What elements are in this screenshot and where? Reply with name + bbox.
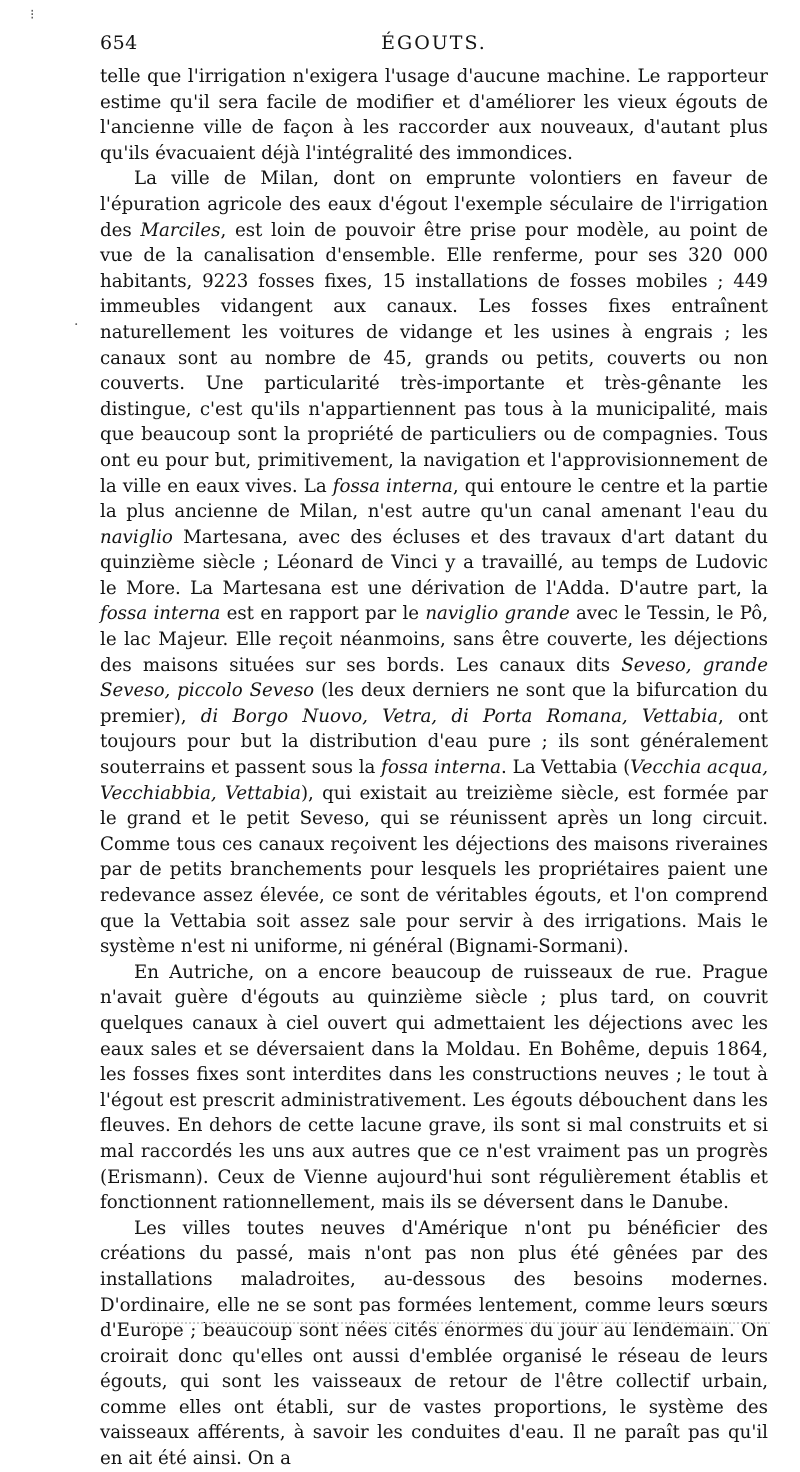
text-segment: , qui entoure le centre et la partie la plus ancienne de Milan, n'est autre qu'un canal amenant l'eau du bbox=[100, 475, 769, 523]
page-number: 654 bbox=[100, 32, 138, 54]
italic-text: naviglio bbox=[100, 526, 173, 548]
italic-text: fossa interna bbox=[100, 603, 221, 625]
text-segment: Martesana, avec des écluses et des travaux d'art datant du quinzième siècle ; Léonard de Vinci y a travaillé, au temps de Ludovic le More. La Martesana est une dérivation de l'Adda. D'autre part, la bbox=[100, 526, 768, 599]
text-segment: ), qui existait au treizième siècle, est formée par le grand et le petit Seveso, qui se réunissent après un long circuit. Comme tous ces canaux reçoivent les déjections des maisons riveraines par de petits branchements pour lesquels les propriétaires paient une redevance assez élevée, ce sont de véritables égouts, et l'on comprend que la Vettabia soit assez sale pour servir à des irrigations. Mais le système n'est ni uniforme, ni général (Bignami-Sormani). bbox=[100, 782, 768, 958]
paragraph bbox=[100, 64, 768, 166]
text-segment: . La Vettabia ( bbox=[501, 757, 631, 779]
italic-text: naviglio grande bbox=[425, 603, 570, 625]
italic-text: fossa interna bbox=[332, 475, 453, 497]
running-header bbox=[100, 28, 768, 58]
text-segment: En Autriche, on a encore beaucoup de ruisseaux de rue. Prague n'avait guère d'égouts au quinzième siècle ; plus tard, on couvrit quelques canaux à ciel ouvert qui admettaient les déjections avec les eaux sales et se déversaient dans la Moldau. En Bohême, depuis 1864, les fosses fixes sont interdites dans les constructions neuves ; le tout à l'égout est prescrit administrativement. Les égouts débouchent dans les fleuves. En dehors de cette lacune grave, ils sont si mal construits et si mal raccordés les uns aux autres que ce n'est vraiment pas un progrès (Erismann). Ceux de Vienne aujourd'hui sont régulièrement établis et fonctionnent rationnellement, mais ils se déversent dans le Danube. bbox=[100, 961, 768, 1214]
margin-speck-mark: · bbox=[74, 317, 79, 333]
paragraph bbox=[100, 960, 768, 1216]
footer-speck-line bbox=[150, 1322, 770, 1330]
text-segment: est en rapport par le bbox=[220, 603, 426, 625]
text-segment: Les villes toutes neuves d'Amérique n'ont pu bénéficier des créations du passé, mais n'ont pas non plus été gênées par des installations maladroites, au-dessous des besoins modernes. D'ordinaire, elle ne se sont pas formées lentement, comme leurs sœurs d'Europe ; beaucoup sont nées cités énormes du jour au lendemain. On croirait donc qu'elles ont aussi d'emblée organisé le réseau de leurs égouts, qui sont les vaisseaux de retour de l'être collectif urbain, comme elles ont établi, sur de vastes proportions, le système des vaisseaux afférents, à savoir les conduites d'eau. Il ne paraît pas qu'il en ait été ainsi. On a bbox=[100, 1217, 768, 1470]
text-segment: telle que l'irrigation n'exigera l'usage d'aucune machine. Le rapporteur estime qu'il sera facile de modifier et d'améliorer les vieux égouts de l'ancienne ville de façon à les raccorder aux nouveaux, d'autant plus qu'ils évacuaient déjà l'intégralité des immondices. bbox=[100, 66, 768, 164]
text-segment: (les deux derniers ne sont que la bifurcation du premier), bbox=[100, 680, 768, 727]
italic-text: Marciles bbox=[140, 219, 221, 241]
margin-speck-mark: ⁝ bbox=[30, 7, 35, 23]
italic-text: fossa interna bbox=[381, 757, 502, 779]
text-segment: La ville de Milan, dont on emprunte volontiers en faveur de l'épuration agricole des eaux d'égout l'exemple séculaire de l'irrigation des bbox=[100, 168, 768, 241]
text-segment: , ont toujours pour but la distribution d'eau pure ; ils sont généralement souterrains et passent sous la bbox=[100, 705, 768, 779]
paragraph bbox=[100, 166, 768, 959]
italic-text: Seveso, grande Seveso, piccolo Seveso bbox=[100, 654, 769, 702]
text-segment: avec le Tessin, le Pô, le lac Majeur. Elle reçoit néanmoins, sans être couverte, les déjections des maisons situées sur ses bords. Les canaux dits bbox=[100, 603, 768, 676]
body-text bbox=[100, 64, 768, 1472]
paragraph bbox=[100, 1216, 768, 1472]
italic-text: di Borgo Nuovo, Vetra, di Porta Romana, Vettabia bbox=[200, 705, 718, 727]
text-segment: , est loin de pouvoir être prise pour modèle, au point de vue de la canalisation d'ensemble. Elle renferme, pour ses 320 000 habitants, 9223 fosses fixes, 15 installations de fosses mobiles ; 449 immeubles vidangent aux canaux. Les fosses fixes entraînent naturellement les voitures de vidange et les usines à engrais ; les canaux sont au nombre de 45, grands ou petits, couverts ou non couverts. Une particularité très-importante et très-gênante les distingue, c'est qu'ils n'appartiennent pas tous à la municipalité, mais que beaucoup sont la propriété de particuliers ou de compagnies. Tous ont eu pour but, primitivement, la navigation et l'approvisionnement de la ville en eaux vives. La bbox=[100, 219, 768, 497]
header-title: ÉGOUTS. bbox=[381, 32, 487, 54]
italic-text: Vecchia acqua, Vecchiabbia, Vettabia bbox=[100, 757, 769, 804]
